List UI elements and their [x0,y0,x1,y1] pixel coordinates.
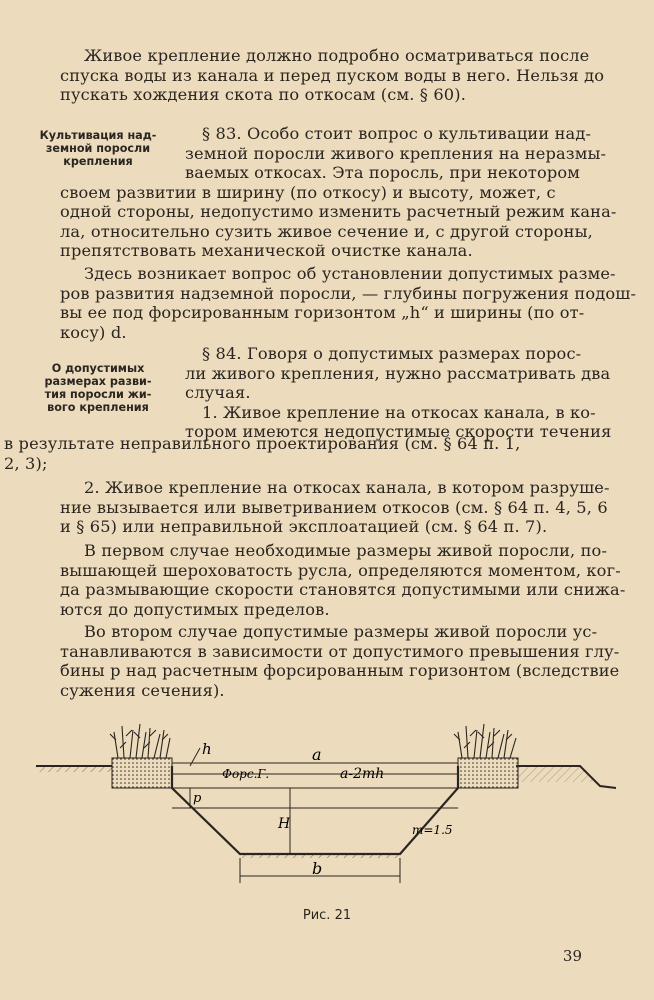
section-84 [60,344,612,442]
ground-hatch-left [36,766,112,772]
sidenote-line: земной поросли [45,142,151,155]
label-a-2mh: a-2mh [340,766,385,782]
shrub-right [454,724,516,758]
ground-hatch-right [516,766,596,782]
text-line: § 83. Особо стоит вопрос о культивации над- [202,124,592,143]
label-p: p [193,791,202,806]
text-line: 2. Живое крепление на откосах канала, в котором разруше- [84,478,610,497]
text-line: пускать хождения скота по откосам (см. § 60). [60,85,466,104]
sidenote-line: О допустимых [51,362,145,375]
text-line: земной поросли живого крепления на неразмы- [185,143,607,163]
section-84-paragraph-4 [60,622,620,700]
figure-caption: Рис. 21 [302,908,352,923]
text-line: случая. [185,383,251,402]
text-line: вышающей шероховатость русла, определяются моментом, ког- [60,560,621,580]
intro-paragraph [60,46,608,105]
sidenote-line: Культивация над- [39,129,157,142]
text-line: 1. Живое крепление на откосах канала, в ко- [202,402,596,422]
text-line: тором имеются недопустимые скорости течения [185,422,612,441]
section-84-paragraph-2 [60,478,608,537]
text-line: вы ее под форсированным горизонтом „h“ и ширины (по от- [60,303,585,322]
text-line: в результате неправильного проектирования (см. § 64 п. 1, [4,434,521,453]
text-line: ли живого крепления, нужно рассматривать два [185,363,611,383]
sidenote-line: вого крепления [47,401,149,414]
text-line: В первом случае необходимые размеры живой поросли, по- [84,541,608,560]
text-line: Здесь возникает вопрос об установлении допустимых разме- [84,264,616,283]
shrub-left [110,724,170,758]
label-h: h [202,740,212,758]
text-line: своем развитии в ширину (по откосу) и высоту, может, с [60,182,556,202]
berm-right [458,758,518,788]
text-line: одной стороны, недопустимо изменить расчетный режим кана- [60,202,617,221]
text-line: § 84. Говоря о допустимых размерах порос- [202,344,582,363]
text-line: бины р над расчетным форсированным горизонтом (вследствие [60,661,620,680]
label-a: a [312,745,322,764]
text-line: Во втором случае допустимые размеры живой поросли ус- [84,622,598,641]
label-m: m=1.5 [412,823,453,837]
sidenote-line: размерах разви- [44,375,152,388]
section-83 [60,124,617,261]
text-line: ются до допустимых пределов. [60,599,330,619]
text-line: ние вызывается или выветриванием откосов (см. § 64 п. 4, 5, 6 [60,497,608,517]
text-line: ваемых откосах. Эта поросль, при некотором [185,163,581,182]
canal-cross-section-figure [0,718,654,903]
section-84-paragraph-3 [60,541,626,619]
label-H: H [278,816,291,832]
sidenote-line: крепления [63,155,133,168]
channel-bed-hatch [240,854,400,858]
text-line: препятствовать механической очистке канала. [60,241,473,260]
label-b: b [312,859,323,878]
section-83-paragraph-2 [60,264,637,342]
text-line: Живое крепление должно подробно осматриваться после [84,46,590,65]
page-number: 39 [562,947,582,965]
text-line: танавливаются в зависимости от допустимого превышения глу- [60,641,620,661]
text-line: ла, относительно сузить живое сечение и, с другой стороны, [60,221,593,241]
label-forced-level: Форс.Г. [222,767,270,781]
text-line: спуска воды из канала и перед пуском воды в него. Нельзя до [60,65,605,85]
text-line: сужения сечения). [60,680,225,700]
section-84-continuation [4,434,608,473]
text-line: косу) d. [60,322,127,342]
sidenote-line: тия поросли жи- [44,388,152,401]
text-line: ров развития надземной поросли, — глубины погружения подош- [60,283,637,303]
text-line: 2, 3); [4,453,48,473]
text-line: и § 65) или неправильной эксплоатацией (см. § 64 п. 7). [60,517,548,536]
text-line: да размывающие скорости становятся допустимыми или снижа- [60,580,626,599]
channel-outline [172,766,458,854]
berm-left [112,758,172,788]
